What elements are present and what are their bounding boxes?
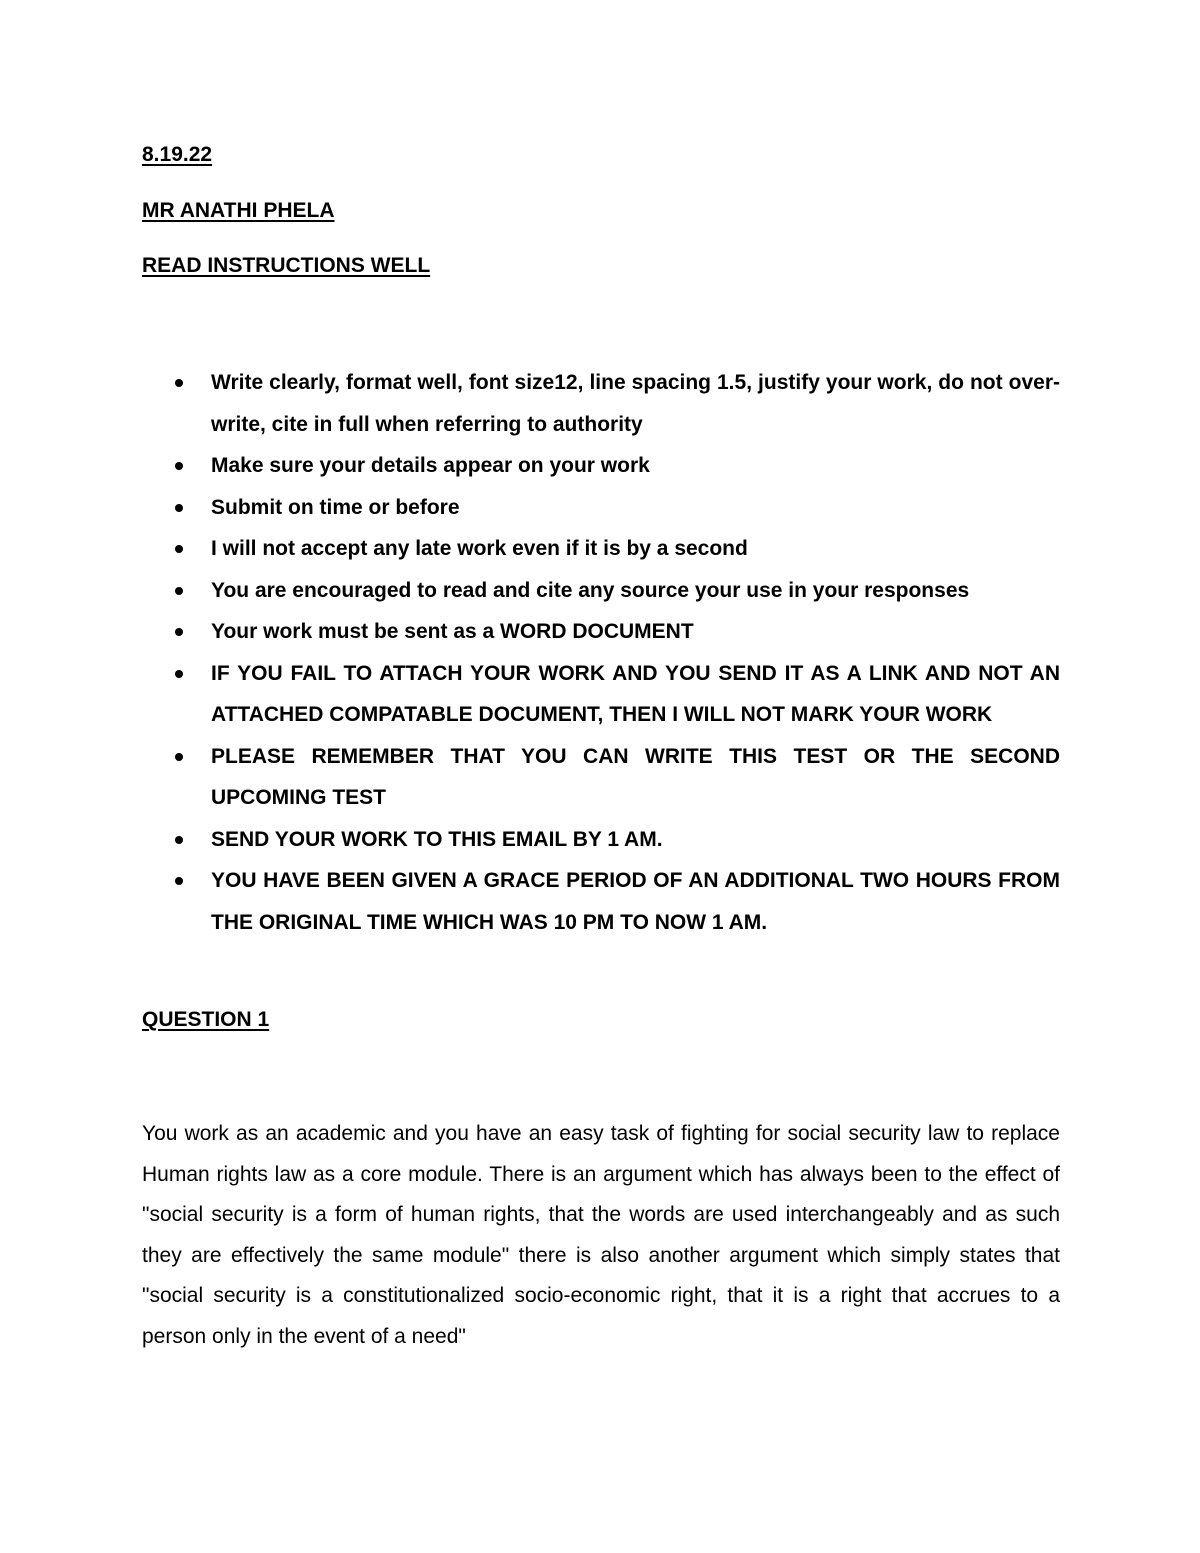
- instruction-text: Submit on time or before: [211, 495, 460, 519]
- instruction-text: I will not accept any late work even if it is by a second: [211, 537, 748, 560]
- instructions-heading: READ INSTRUCTIONS WELL: [142, 254, 431, 277]
- document-date: 8.19.22: [142, 143, 213, 166]
- instruction-text: Write clearly, format well, font size12, line spacing 1.5, justify your work, do not over-write, cite in full when referring to authority: [211, 371, 1060, 436]
- instruction-text: YOU HAVE BEEN GIVEN A GRACE PERIOD OF AN ADDITIONAL TWO HOURS FROM THE ORIGINAL TIME WHICH WAS 10 PM TO NOW 1 AM.: [211, 869, 1060, 934]
- instruction-text: IF YOU FAIL TO ATTACH YOUR WORK AND YOU SEND IT AS A LINK AND NOT AN ATTACHED COMPATABLE DOCUMENT, THEN I WILL NOT MARK YOUR WORK: [211, 661, 1060, 726]
- bullet-icon: [175, 877, 183, 885]
- list-item: [142, 528, 1060, 570]
- bullet-icon: [175, 587, 183, 595]
- list-item: [142, 653, 1060, 736]
- bullet-icon: [175, 753, 183, 761]
- question-heading: QUESTION 1: [142, 1008, 270, 1031]
- list-item: [142, 487, 1060, 529]
- bullet-icon: [175, 670, 183, 678]
- list-item: [142, 611, 1060, 653]
- list-item: [142, 445, 1060, 487]
- list-item: [142, 860, 1060, 943]
- list-item: [142, 362, 1060, 445]
- instruction-text: Make sure your details appear on your work: [211, 454, 650, 477]
- instruction-text: Your work must be sent as a WORD DOCUMENT: [211, 620, 694, 643]
- instruction-text: You are encouraged to read and cite any source your use in your responses: [211, 578, 970, 602]
- question-text: You work as an academic and you have an easy task of fighting for social security law to replace Human rights law as a core module. There is an argument which has always been to the effect of "social security is a form of human rights, that the words are used interchangeably and as such they are effectively the same module" there is also another argument which simply states that "social security is a constitutionalized socio-economic right, that it is a right that accrues to a person only in the event of a need": [142, 1122, 1060, 1348]
- bullet-icon: [175, 462, 183, 470]
- instructions-list: [142, 362, 1060, 943]
- lecturer-name: MR ANATHI PHELA: [142, 199, 335, 222]
- list-item: [142, 736, 1060, 819]
- list-item: [142, 570, 1060, 612]
- bullet-icon: [175, 504, 183, 512]
- bullet-icon: [175, 628, 183, 636]
- instruction-text: SEND YOUR WORK TO THIS EMAIL BY 1 AM.: [211, 827, 663, 851]
- instruction-text: PLEASE REMEMBER THAT YOU CAN WRITE THIS TEST OR THE SECOND UPCOMING TEST: [211, 744, 1060, 809]
- bullet-icon: [175, 836, 183, 844]
- bullet-icon: [175, 379, 183, 387]
- bullet-icon: [175, 545, 183, 553]
- list-item: [142, 819, 1060, 861]
